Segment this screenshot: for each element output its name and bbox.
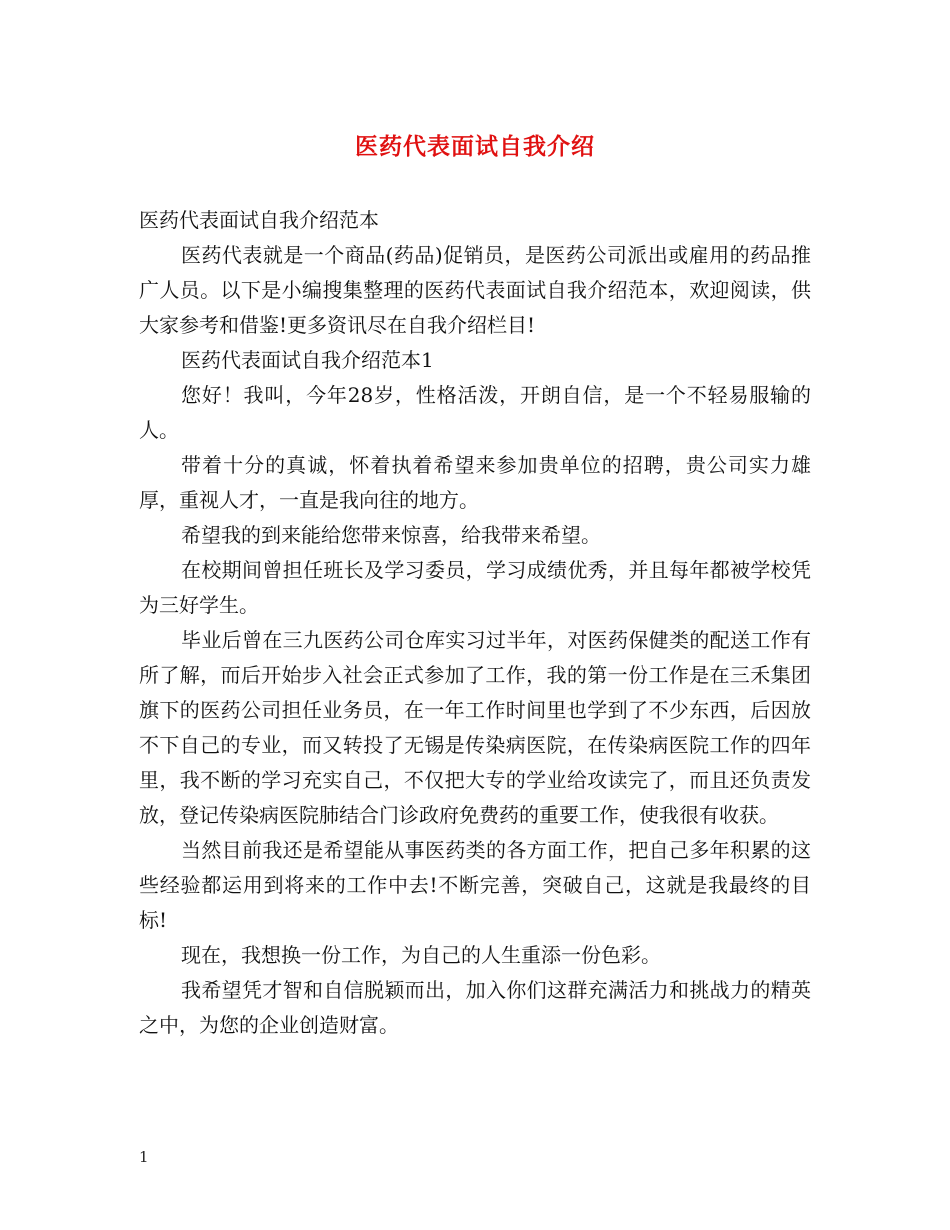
paragraph-change: 现在，我想换一份工作，为自己的人生重添一份色彩。 — [181, 943, 661, 967]
document-title: 医药代表面试自我介绍 — [355, 133, 595, 160]
page-number: 1 — [139, 1148, 149, 1166]
paragraph-goal: 当然目前我还是希望能从事医药类的各方面工作，把自己多年积累的这些经验都运用到将来的工作中去!不断完善，突破自己，这就是我最终的目标! — [139, 838, 811, 932]
paragraph-closing: 我希望凭才智和自信脱颖而出，加入你们这群充满活力和挑战力的精英之中，为您的企业创造财富。 — [139, 978, 811, 1037]
paragraph-hope: 希望我的到来能给您带来惊喜，给我带来希望。 — [181, 523, 601, 547]
paragraph-school: 在校期间曾担任班长及学习委员，学习成绩优秀，并且每年都被学校凭为三好学生。 — [139, 558, 811, 617]
paragraph-sample-heading: 医药代表面试自我介绍范本1 — [181, 348, 434, 372]
document-subtitle: 医药代表面试自我介绍范本 — [139, 208, 379, 232]
document-body — [139, 203, 811, 1043]
paragraph-experience: 毕业后曾在三九医药公司仓库实习过半年，对医药保健类的配送工作有所了解，而后开始步入社会正式参加了工作，我的第一份工作是在三禾集团旗下的医药公司担任业务员，在一年工作时间里也学到了不少东西，后因放不下自己的专业，而又转投了无锡是传染病医院，在传染病医院工作的四年里，我不断的学习充实自己，不仅把大专的学业给攻读完了，而且还负责发放，登记传染病医院肺结合门诊政府免费药的重要工作，使我很有收获。 — [139, 628, 811, 827]
paragraph-greeting: 您好！我叫，今年28岁，性格活泼，开朗自信，是一个不轻易服输的人。 — [139, 383, 811, 442]
paragraph-intro: 医药代表就是一个商品(药品)促销员，是医药公司派出或雇用的药品推广人员。以下是小编搜集整理的医药代表面试自我介绍范本，欢迎阅读，供大家参考和借鉴!更多资讯尽在自我介绍栏目! — [139, 243, 811, 337]
paragraph-motivation: 带着十分的真诚，怀着执着希望来参加贵单位的招聘，贵公司实力雄厚，重视人才，一直是我向往的地方。 — [139, 453, 811, 512]
